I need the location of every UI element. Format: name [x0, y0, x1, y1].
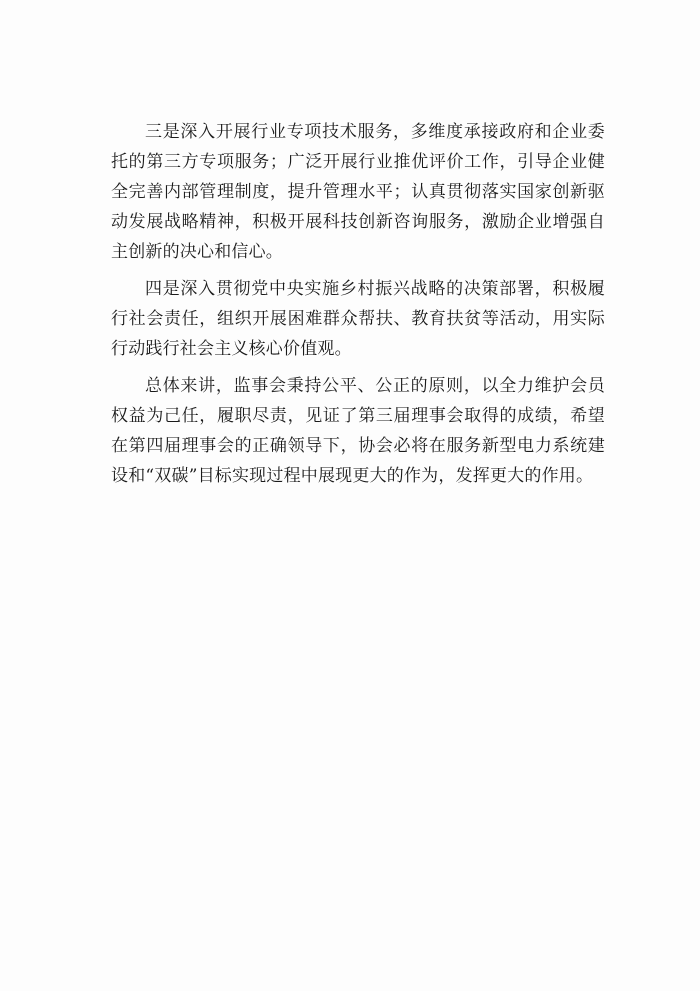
paragraph-summary: 总体来讲，监事会秉持公平、公正的原则，以全力维护会员权益为己任，履职尽责，见证了第三届理事会取得的成绩，希望在第四届理事会的正确领导下，协会必将在服务新型电力系统建设和“双碳”目标实现过程中展现更大的作为，发挥更大的作用。: [111, 376, 605, 486]
paragraph-technical-services: 三是深入开展行业专项技术服务，多维度承接政府和企业委托的第三方专项服务；广泛开展行业推优评价工作，引导企业健全完善内部管理制度，提升管理水平；认真贯彻落实国家创新驱动发展战略精神，积极开展科技创新咨询服务，激励企业增强自主创新的决心和信心。: [111, 122, 605, 262]
paragraph-rural-revitalization: 四是深入贯彻党中央实施乡村振兴战略的决策部署，积极履行社会责任，组织开展困难群众帮扶、教育扶贫等活动，用实际行动践行社会主义核心价值观。: [111, 279, 605, 359]
document-body: [111, 117, 605, 498]
